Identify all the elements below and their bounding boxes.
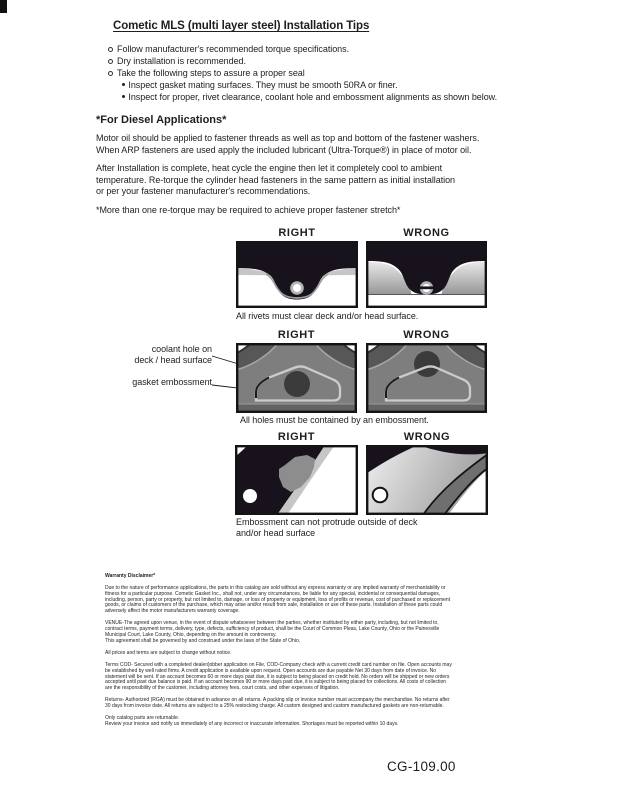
diagram-caption-embossment [236, 517, 417, 538]
text-line: *More than one re-torque may be required to achieve proper fastener stretch* [96, 204, 401, 215]
text-line: This agreement shall be governed by and construed under the laws of the State of Ohio. [105, 637, 301, 644]
text-line: Terms COD- Secured with a completed dealer/jobber application on File, COD-Company check with a current credit card number on file. Open accounts may [105, 661, 452, 668]
right-label: RIGHT [277, 329, 316, 341]
diesel-heading: *For Diesel Applications* [96, 114, 227, 126]
text-line: Returns- Authorized (RGA) must be obtained in advance on all returns. A packing slip or invoice number must accompany the merchandise. No returns after [105, 697, 450, 704]
text-line: Embossment can not protrude outside of deck [236, 517, 418, 527]
circle-bullet-icon [108, 47, 113, 52]
gasket-embossment-annotation [96, 377, 212, 388]
text-line: 30 days from invoice date. All returns are subject to a 25% restocking charge. All custom designed and custom manufactured gaskets are non-returnable. [105, 703, 444, 710]
legal-paragraph [105, 663, 520, 692]
text-line: All prices and terms are subject to change without notice. [105, 649, 232, 656]
warranty-disclaimer-section [105, 574, 520, 734]
text-line: coolant hole on [151, 344, 212, 354]
right-label: RIGHT [278, 227, 316, 239]
text-line: and/or head surface [236, 527, 316, 538]
bullet-text: Inspect gasket mating surfaces. They must be smooth 50RA or finer. [128, 80, 398, 90]
text-line: Review your invoice and notify us immediately of any incorrect or inaccurate information. Shortages must be reported within 10 days. [105, 720, 399, 727]
installation-tips-list [108, 43, 497, 103]
circle-bullet-icon [108, 71, 113, 76]
text-line: including, person, party or property, but not limited to, damage, or loss of property or equipment, loss of profits or revenue, cost of purchased or replacement [105, 596, 451, 603]
text-line: statement will be sent. If an account becomes 60 or more days past due, it is subject to being placed on credit hold. No orders will be shipped or new orders [105, 673, 450, 680]
circle-bullet-icon [108, 59, 113, 64]
rivet-clearance-wrong-diagram [366, 241, 487, 308]
text-line: After Installation is complete, heat cycle the engine then let it completely cool to ambient [96, 163, 443, 173]
coolant-hole-wrong-diagram [366, 343, 487, 413]
list-item [108, 91, 497, 103]
embossment-protrusion-wrong-diagram [366, 445, 488, 515]
bullet-text: Follow manufacturer's recommended torque specifications. [117, 44, 350, 54]
diesel-section [96, 114, 479, 223]
bullet-text: Take the following steps to assure a proper seal [117, 68, 305, 78]
embossment-protrusion-right-diagram [235, 445, 358, 515]
text-line: Motor oil should be applied to fastener threads as well as top and bottom of the fastener washers. [96, 133, 480, 143]
text-line: or per your fastener manufacturer's recommendations. [96, 186, 311, 196]
text-line: temperature. Re-torque the cylinder head fasteners in the same pattern as initial installation [96, 174, 456, 185]
text-line: are the responsibility of the customer, including attorney fees, court costs, and other expenses of litigation. [105, 685, 340, 692]
wrong-label: WRONG [403, 431, 451, 443]
text-line: fitness for a particular purpose. Cometic Gasket Inc., shall not, under any circumstances, be liable for any special, incidental or consequential damages, [105, 590, 441, 597]
legal-paragraph [105, 698, 520, 710]
text-line: VENUE-The agreed upon venue, in the event of dispute whatsoever between the parties, whether instituted by either party, including, but not limited to, [105, 620, 439, 627]
legal-paragraph [105, 716, 520, 728]
legal-paragraph [105, 651, 520, 657]
text-line: adversely affect the motor manufacturers warranty coverage. [105, 608, 240, 615]
text-line: gasket embossment [132, 377, 212, 387]
coolant-hole-right-diagram [236, 343, 357, 413]
coolant-hole-annotation [96, 344, 212, 365]
list-item [108, 43, 497, 55]
page-title: Cometic MLS (multi layer steel) Installation Tips [113, 20, 370, 32]
bullet-text: Inspect for proper, rivet clearance, coolant hole and embossment alignments as shown below. [128, 92, 498, 102]
text-line: When ARP fasteners are used apply the included lubricant (Ultra-Torque®) in place of motor oil. [96, 144, 472, 155]
text-line: contract terms, payment terms, delivery, type, defects, sufficiency of product, shall be the Court of Common Pleas, Lake County, Ohio or the Painesville [105, 626, 440, 633]
dot-bullet-icon [122, 83, 125, 86]
text-line: be established by well rated firms. A credit application is available upon request. Open accounts are due payable Net 30 days from date of invoice. No [105, 667, 437, 674]
dot-bullet-icon [122, 95, 125, 98]
text-line: goods, or claims of customers of the purchase, which may arise and/or result from sale, installation or use of these parts. Installation of these parts could [105, 602, 443, 609]
text-line: Municipal Court, Lake County, Ohio, depending on the amount in controversy. [105, 631, 277, 638]
list-item [108, 79, 497, 91]
diesel-paragraph [96, 163, 479, 198]
legal-paragraph [105, 621, 520, 644]
text-line: All rivets must clear deck and/or head surface. [236, 311, 419, 321]
text-line: accepted until past due balance is paid. If an account becomes 90 or more days past due, it is subject to being placed for collections. All costs of collection [105, 679, 447, 686]
document-number: CG-109.00 [387, 759, 456, 774]
text-line: All holes must be contained by an embossment. [240, 415, 429, 425]
diagram-caption-rivets [236, 311, 418, 322]
bullet-text: Dry installation is recommended. [117, 56, 246, 66]
wrong-label: WRONG [403, 329, 450, 341]
diesel-paragraph [96, 133, 479, 156]
text-line: deck / head surface [134, 354, 212, 365]
text-line: Only catalog parts are returnable. [105, 715, 180, 722]
diagram-caption-holes [240, 415, 429, 426]
list-item [108, 67, 497, 79]
scan-artifact [0, 0, 7, 13]
rivet-clearance-right-diagram [236, 241, 358, 308]
legal-paragraph [105, 586, 520, 615]
warranty-heading: Warranty Disclaimer* [105, 573, 156, 579]
diesel-paragraph [96, 205, 479, 217]
list-item [108, 55, 497, 67]
wrong-label: WRONG [403, 227, 450, 239]
text-line: Due to the nature of performance applications, the parts in this catalog are sold without any express warranty or any implied warranty of merchantability or [105, 585, 446, 592]
right-label: RIGHT [277, 431, 316, 443]
